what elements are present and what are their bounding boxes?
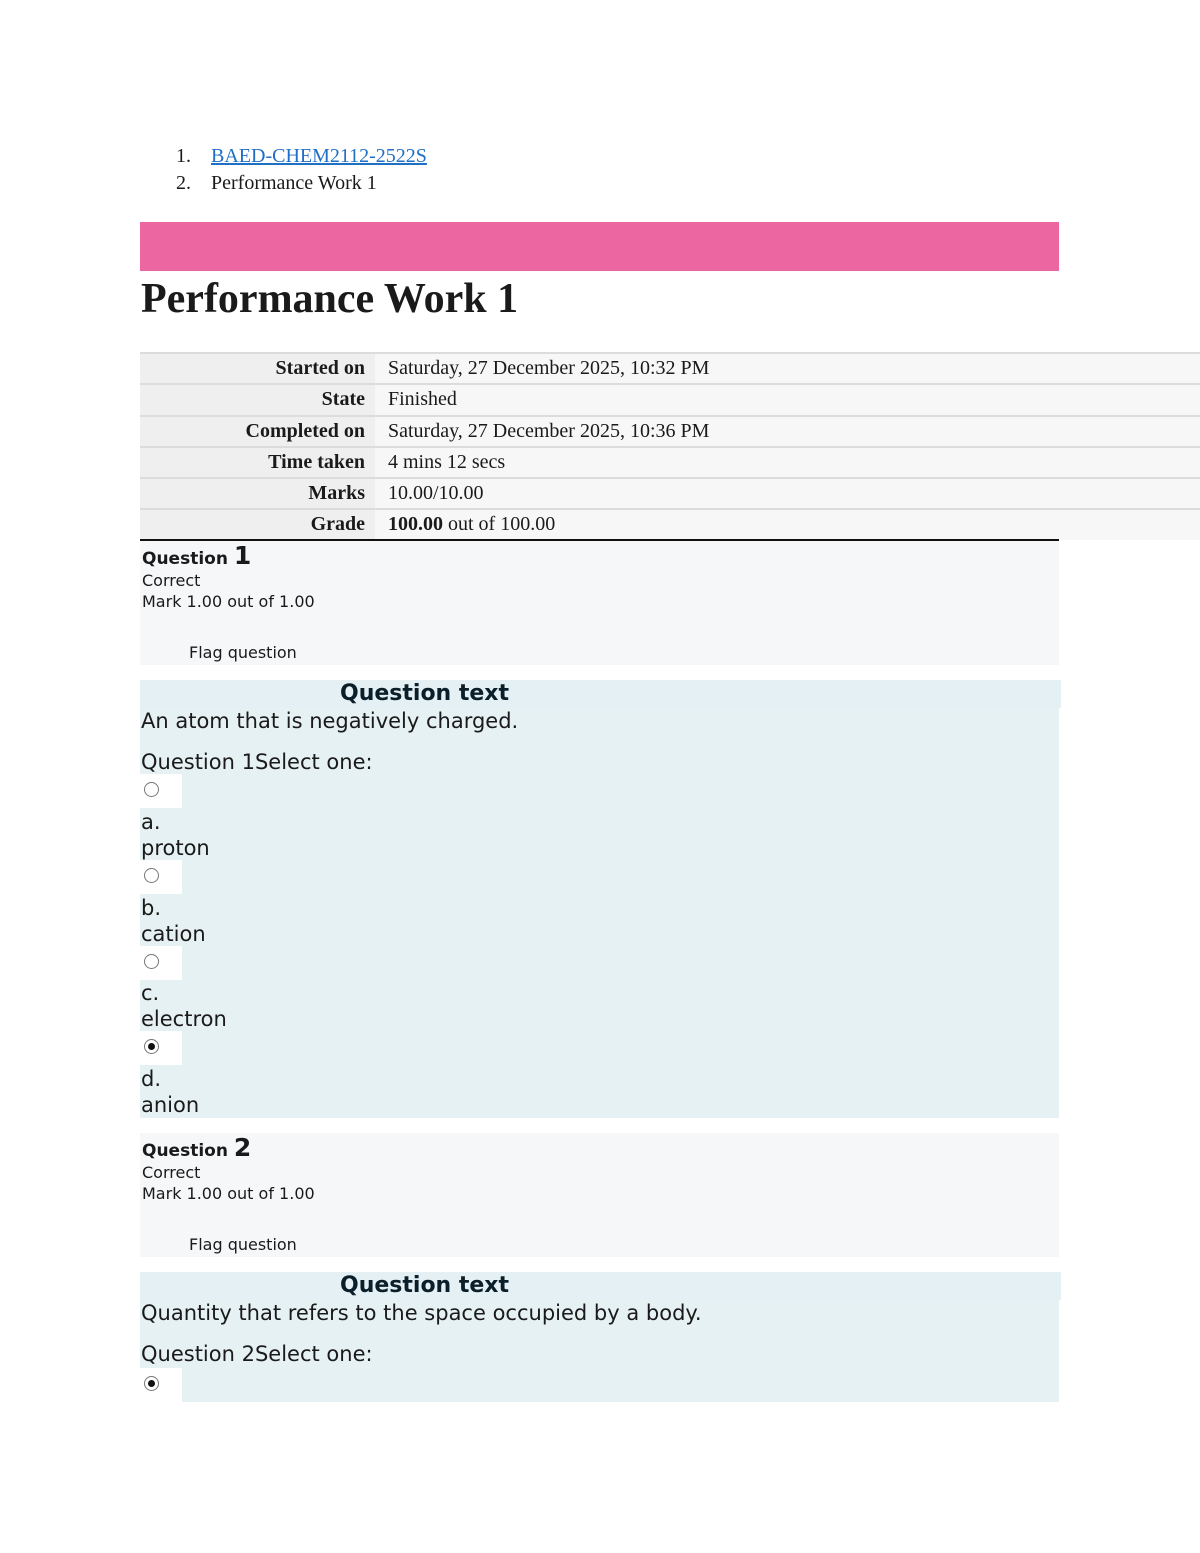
- summary-label: Started on: [140, 354, 375, 383]
- question-number: 2: [233, 1133, 252, 1162]
- grade-out-of: out of 100.00: [443, 513, 556, 536]
- question-number: 1: [233, 541, 252, 570]
- question-text-heading: Question text: [340, 1273, 510, 1298]
- question-prompt: Question 2Select one:: [141, 1342, 373, 1366]
- answer-c-text: electron: [141, 1007, 227, 1031]
- summary-label: Time taken: [140, 448, 375, 477]
- answer-d-radio[interactable]: [144, 1039, 159, 1054]
- page-title: Performance Work 1: [141, 276, 519, 322]
- breadcrumb-current-label: Performance Work 1: [211, 172, 377, 194]
- summary-value: Saturday, 27 December 2025, 10:32 PM: [375, 354, 1200, 383]
- answer-first-radio[interactable]: [144, 1376, 159, 1391]
- summary-label: Grade: [140, 510, 375, 539]
- summary-row-state: [140, 385, 1200, 416]
- summary-value: 4 mins 12 secs: [375, 448, 1200, 477]
- question-1-content: [140, 708, 1059, 1118]
- summary-value: [375, 510, 1200, 539]
- answer-b-radio[interactable]: [144, 868, 159, 883]
- flag-question-button[interactable]: Flag question: [189, 643, 297, 662]
- question-1-info: [140, 541, 1059, 665]
- answer-b-text: cation: [141, 922, 206, 946]
- summary-label: Completed on: [140, 417, 375, 446]
- answer-a-cell: [140, 774, 182, 808]
- breadcrumb: [176, 143, 427, 197]
- breadcrumb-number: 1.: [176, 145, 191, 167]
- answer-a-letter: a.: [141, 810, 161, 834]
- breadcrumb-item-current: [176, 170, 427, 197]
- answer-a-radio[interactable]: [144, 782, 159, 797]
- summary-label: State: [140, 385, 375, 414]
- answer-d-cell: [140, 1031, 182, 1065]
- summary-row-started: [140, 354, 1200, 385]
- answer-c-letter: c.: [141, 981, 160, 1005]
- breadcrumb-course-link[interactable]: BAED-CHEM2112-2522S: [211, 145, 427, 167]
- question-2-text-header: [140, 1272, 1061, 1300]
- summary-row-time-taken: [140, 448, 1200, 479]
- grade-score: 100.00: [388, 513, 443, 536]
- question-mark: Mark 1.00 out of 1.00: [142, 592, 315, 611]
- summary-value: Saturday, 27 December 2025, 10:36 PM: [375, 417, 1200, 446]
- header-banner: [140, 222, 1059, 271]
- summary-label: Marks: [140, 479, 375, 508]
- answer-b-letter: b.: [141, 896, 162, 920]
- question-text: An atom that is negatively charged.: [141, 709, 519, 733]
- summary-row-grade: [140, 510, 1200, 539]
- question-heading: [142, 1133, 251, 1162]
- question-text: Quantity that refers to the space occupied by a body.: [141, 1301, 702, 1325]
- answer-c-cell: [140, 946, 182, 980]
- answer-d-letter: d.: [141, 1067, 162, 1091]
- question-state: Correct: [142, 571, 201, 590]
- question-1-text-header: [140, 680, 1061, 708]
- summary-value: Finished: [375, 385, 1200, 414]
- question-heading: [142, 541, 251, 570]
- answer-d-text: anion: [141, 1093, 200, 1117]
- answer-b-cell: [140, 860, 182, 894]
- breadcrumb-number: 2.: [176, 172, 191, 194]
- summary-row-completed: [140, 417, 1200, 448]
- attempt-summary-table: [140, 352, 1200, 540]
- flag-question-button[interactable]: Flag question: [189, 1235, 297, 1254]
- question-2-content: [140, 1300, 1059, 1402]
- question-mark: Mark 1.00 out of 1.00: [142, 1184, 315, 1203]
- question-state: Correct: [142, 1163, 201, 1182]
- answer-first-cell: [140, 1368, 182, 1402]
- summary-row-marks: [140, 479, 1200, 510]
- question-prompt: Question 1Select one:: [141, 750, 373, 774]
- question-text-heading: Question text: [340, 681, 510, 706]
- summary-value: 10.00/10.00: [375, 479, 1200, 508]
- answer-a-text: proton: [141, 836, 210, 860]
- question-label: Question: [142, 1141, 228, 1161]
- answer-c-radio[interactable]: [144, 954, 159, 969]
- question-label: Question: [142, 549, 228, 569]
- breadcrumb-item-course: [176, 143, 427, 170]
- question-2-info: [140, 1133, 1059, 1257]
